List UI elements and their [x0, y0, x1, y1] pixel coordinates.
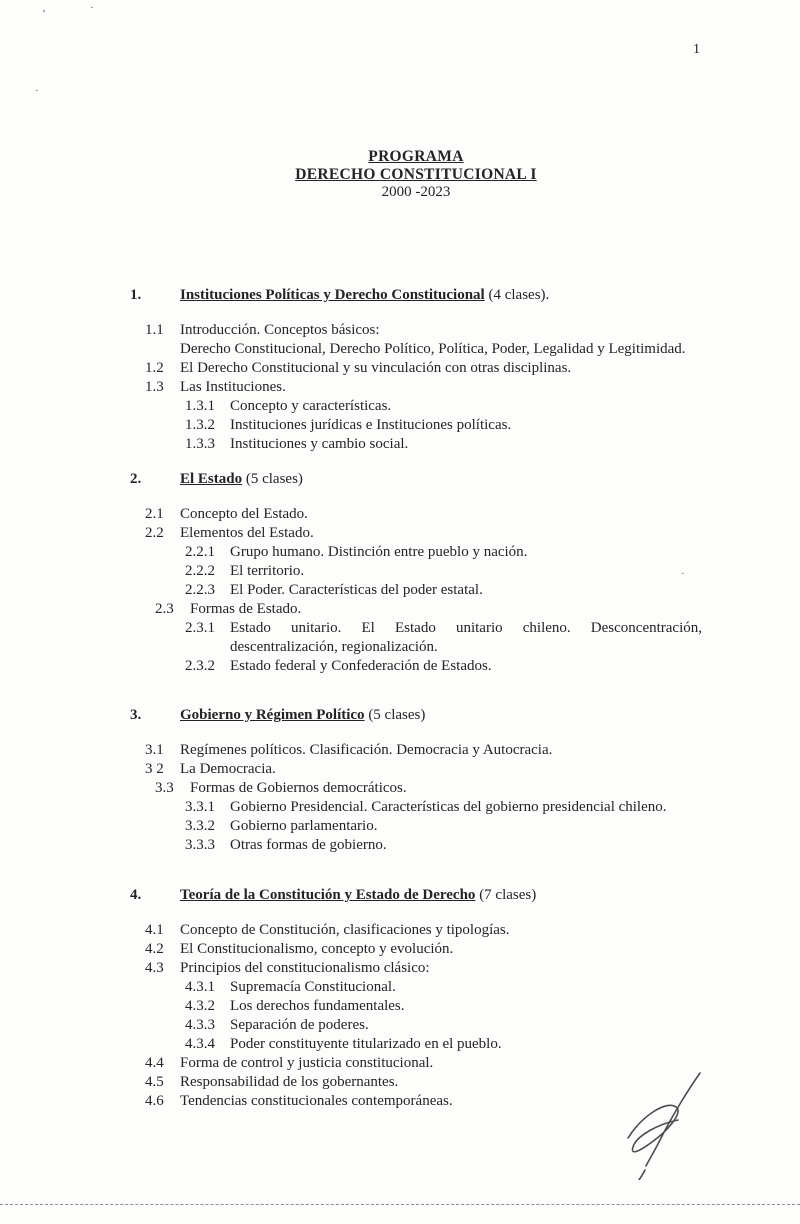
- handwritten-signature: [616, 1070, 706, 1185]
- item-text: Separación de poderes.: [230, 1017, 369, 1033]
- item-text: Elementos del Estado.: [180, 525, 314, 541]
- section-heading: [130, 886, 702, 905]
- item-number: 4.6: [145, 1093, 164, 1109]
- outline-item: [130, 921, 702, 940]
- item-text: Otras formas de gobierno.: [230, 837, 387, 853]
- item-text: Concepto y características.: [230, 398, 392, 414]
- item-text: Instituciones y cambio social.: [230, 436, 409, 452]
- section-title: El Estado: [180, 471, 243, 487]
- item-number: 4.1: [145, 922, 164, 938]
- section-number: 2.: [130, 471, 142, 487]
- section-2: [130, 470, 702, 676]
- item-text: Introducción. Conceptos básicos:: [180, 322, 380, 338]
- scan-artifact: ·: [90, 2, 94, 14]
- item-text: Derecho Constitucional, Derecho Político, Política, Poder, Legalidad y Legitimidad.: [180, 341, 686, 357]
- item-text: Regímenes políticos. Clasificación. Democracia y Autocracia.: [180, 742, 553, 758]
- section-classes-count: (5 clases): [364, 707, 426, 723]
- item-text: Gobierno parlamentario.: [230, 818, 378, 834]
- outline-item: [130, 940, 702, 959]
- section-number: 3.: [130, 707, 142, 723]
- item-text: El Poder. Características del poder estatal.: [230, 582, 483, 598]
- item-number: 4.3: [145, 960, 164, 976]
- document-title: PROGRAMA: [368, 148, 464, 165]
- item-number: 2.3.1: [185, 620, 215, 636]
- page-number: 1: [693, 42, 700, 57]
- item-number: 1.3.2: [185, 417, 215, 433]
- outline-subitem: [130, 416, 702, 435]
- item-text: Estado unitario. El Estado unitario chileno. Desconcentración, descentralización, regionalización.: [230, 620, 702, 655]
- item-number: 4.5: [145, 1074, 164, 1090]
- outline-subitem: [130, 543, 702, 562]
- outline-subitem: [130, 397, 702, 416]
- document-years: 2000 -2023: [381, 184, 451, 200]
- outline-subitem: [130, 817, 702, 836]
- outline-subitem: [130, 1016, 702, 1035]
- item-number: 2.2: [145, 525, 164, 541]
- document-title-block: [130, 148, 702, 201]
- item-number: 4.3.3: [185, 1017, 215, 1033]
- section-classes-count: (5 clases): [242, 471, 303, 487]
- item-text: Los derechos fundamentales.: [230, 998, 405, 1014]
- scan-artifact: ·: [35, 85, 39, 97]
- outline-item: [130, 524, 702, 543]
- item-number: 4.3.4: [185, 1036, 215, 1052]
- item-text: Formas de Gobiernos democráticos.: [190, 780, 407, 796]
- item-number: 1.1: [145, 322, 164, 338]
- item-number: 3.1: [145, 742, 164, 758]
- outline-subitem: [130, 435, 702, 454]
- item-text: Forma de control y justicia constitucional.: [180, 1055, 434, 1071]
- item-text: Estado federal y Confederación de Estados.: [230, 658, 492, 674]
- section-title: Teoría de la Constitución y Estado de Derecho: [180, 887, 476, 903]
- outline-subitem: [130, 1035, 702, 1054]
- item-number: 1.3.3: [185, 436, 215, 452]
- item-text: Responsabilidad de los gobernantes.: [180, 1074, 399, 1090]
- item-text: Principios del constitucionalismo clásico:: [180, 960, 430, 976]
- item-number: 3.3.3: [185, 837, 215, 853]
- item-text: Tendencias constitucionales contemporáneas.: [180, 1093, 453, 1109]
- outline-subitem: [130, 562, 702, 581]
- outline-item: [130, 779, 702, 798]
- section-3: [130, 706, 702, 855]
- item-number: 3.3.2: [185, 818, 215, 834]
- item-number: 4.3.1: [185, 979, 215, 995]
- section-heading: [130, 286, 702, 305]
- item-number: 4.2: [145, 941, 164, 957]
- outline-subitem: [130, 836, 702, 855]
- item-number: 3.3: [155, 780, 174, 796]
- section-classes-count: (4 clases).: [484, 287, 550, 303]
- outline-item-continuation: [130, 340, 702, 359]
- item-text: El Derecho Constitucional y su vinculación con otras disciplinas.: [180, 360, 572, 376]
- outline-item: [130, 378, 702, 397]
- document-content: [130, 0, 702, 1111]
- item-text: Concepto de Constitución, clasificaciones y tipologías.: [180, 922, 510, 938]
- item-number: 3.3.1: [185, 799, 215, 815]
- item-number: 1.2: [145, 360, 164, 376]
- item-text: Instituciones jurídicas e Instituciones políticas.: [230, 417, 512, 433]
- item-text: El Constitucionalismo, concepto y evolución.: [180, 941, 454, 957]
- item-text: Poder constituyente titularizado en el pueblo.: [230, 1036, 502, 1052]
- outline-item: [130, 741, 702, 760]
- item-text: El territorio.: [230, 563, 305, 579]
- outline-item: [130, 505, 702, 524]
- scan-artifact: ’: [42, 8, 46, 20]
- outline-item: [130, 959, 702, 978]
- outline-subitem: [130, 657, 702, 676]
- outline-item: [130, 321, 702, 340]
- outline-subitem: [130, 978, 702, 997]
- outline-item: [130, 600, 702, 619]
- item-number: 1.3.1: [185, 398, 215, 414]
- section-1: [130, 286, 702, 454]
- outline-item: [130, 760, 702, 779]
- item-text: La Democracia.: [180, 761, 276, 777]
- item-text: Formas de Estado.: [190, 601, 302, 617]
- item-number: 2.2.2: [185, 563, 215, 579]
- outline-subitem: [130, 997, 702, 1016]
- outline-item: [130, 359, 702, 378]
- item-number: 2.2.3: [185, 582, 215, 598]
- item-number: 2.3.2: [185, 658, 215, 674]
- signature-flourish-icon: [616, 1070, 706, 1180]
- section-title: Gobierno y Régimen Político: [180, 707, 365, 723]
- item-text: Gobierno Presidencial. Características del gobierno presidencial chileno.: [230, 799, 667, 815]
- section-heading: [130, 706, 702, 725]
- item-number: 3 2: [145, 761, 164, 777]
- scan-artifact: ·: [681, 568, 685, 580]
- document-subtitle: DERECHO CONSTITUCIONAL I: [295, 165, 537, 183]
- section-number: 1.: [130, 287, 142, 303]
- section-classes-count: (7 clases): [475, 887, 537, 903]
- item-text: Supremacía Constitucional.: [230, 979, 396, 995]
- item-number: 1.3: [145, 379, 164, 395]
- item-number: 4.4: [145, 1055, 164, 1071]
- page-bottom-scan-line: [0, 1204, 800, 1205]
- section-number: 4.: [130, 887, 142, 903]
- outline-subitem: [130, 798, 702, 817]
- section-heading: [130, 470, 702, 489]
- item-text: Grupo humano. Distinción entre pueblo y nación.: [230, 544, 528, 560]
- section-title: Instituciones Políticas y Derecho Constitucional: [180, 287, 485, 303]
- item-number: 2.2.1: [185, 544, 215, 560]
- item-text: Las Instituciones.: [180, 379, 286, 395]
- item-number: 2.1: [145, 506, 164, 522]
- item-text: Concepto del Estado.: [180, 506, 308, 522]
- outline-subitem: [130, 581, 702, 600]
- outline-subitem: [130, 619, 702, 657]
- item-number: 4.3.2: [185, 998, 215, 1014]
- item-number: 2.3: [155, 601, 174, 617]
